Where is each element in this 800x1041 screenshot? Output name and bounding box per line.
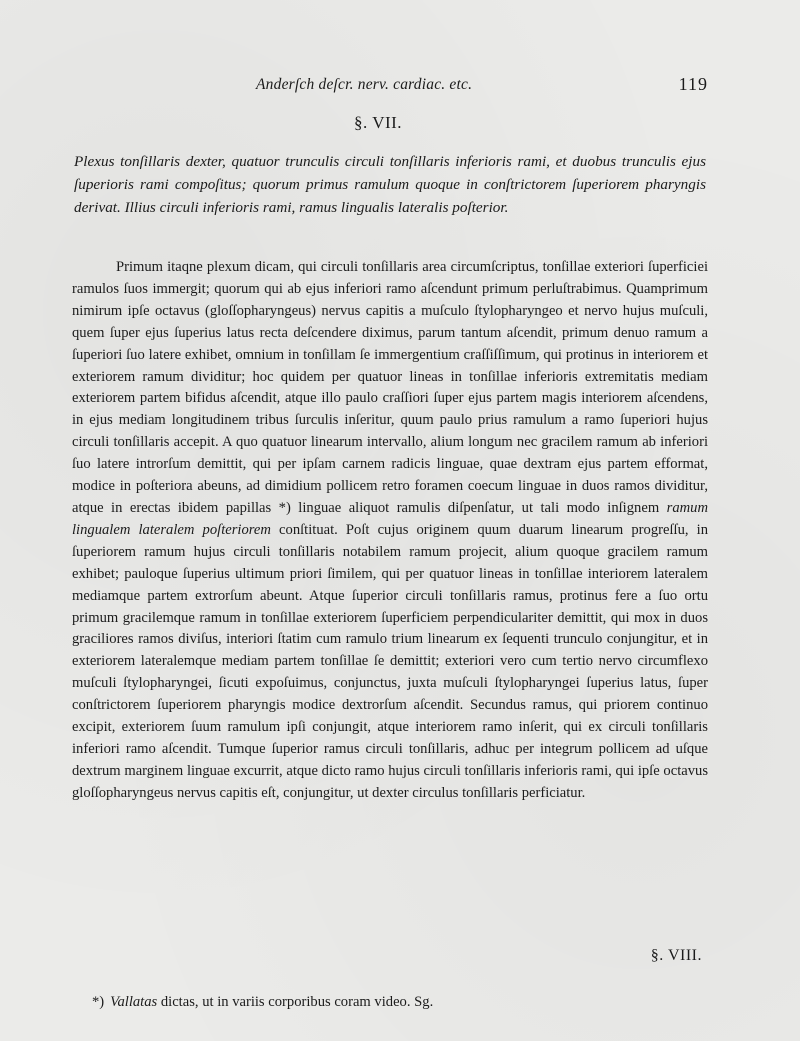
page-number: 119 xyxy=(678,74,708,94)
emphasis-term: ramum lingualem lateralem poſteriorem xyxy=(72,499,708,538)
body-paragraph xyxy=(72,257,708,805)
body-text-part-1: Primum itaqne plexum dicam, qui circuli tonſillaris area circumſcriptus, tonſillae exteriori ſuperficiei ramulos ſuos immergit; quorum qui ab ejus inferiori ramo aſcendunt primum perluſtrabimus. Quamprimum nimirum ipſe octavus (gloſſopharyngeus) nervus capitis a muſculo ſtylopharyngeo et nervo hujus muſculi, quem ſuper ejus ſuperius latus recta deſcendere diximus, parum tantum aſcendit, primum denuo ramum a ſuperiori ſuo latere exhibet, omnium in tonſillam ſe immergentium craſſiſſimum, qui protinus in interiorem et exteriorem ramum dividitur; hoc quidem per quatuor lineas in tonſillae inferioris extremitatis mediam exteriorem partem bifidus aſcendit, atque illo paulo craſſiori ſuper ejus partem magis interiorem aſcendens, in ejus mediam longitudinem tribus ſurculis inſeritur, quum paulo prius ramulum a ramo ſuperiori hujus circuli tonſillaris accepit. A quo quatuor linearum intervallo, alium longum nec gracilem ramum ab inferiori ſuo latere introrſum demittit, qui per ipſam carnem radicis linguae, quae dextram ejus partem efformat, modice in poſteriora abeuns, ad dimidium pollicem retro foramen coecum linguae in duos ramos dividitur, atque in erectas ibidem papillas *) linguae aliquot ramulis diſpenſatur, ut tali modo inſignem xyxy=(72,259,708,516)
running-head: Anderſch deſcr. nerv. cardiac. etc. xyxy=(256,76,473,93)
section-title: §. VII. xyxy=(354,113,403,132)
next-section-title: §. VIII. xyxy=(650,947,702,964)
section-summary: Plexus tonſillaris dexter, quatuor trunculis circuli tonſillaris inferioris rami, et duobus trunculis ejus ſuperioris rami compoſitus; quorum primus ramulum quoque in conſtrictorem ſuperiorem pharyngis derivat. Illius circuli inferioris rami, ramus lingualis lateralis poſterior. xyxy=(74,153,706,216)
footnote xyxy=(92,994,433,1011)
footnote-mark: *) xyxy=(92,994,105,1010)
footnote-italic-term: Vallatas xyxy=(110,994,158,1010)
footnote-text: dictas, ut in variis corporibus coram video. Sg. xyxy=(157,994,434,1010)
body-text-part-2: conſtituat. Poſt cujus originem quum duarum linearum progreſſu, in ſuperiorem ramum hujus circuli tonſillaris notabilem ramum projecit, alium quoque gracilem ramum exhibet; pauloque ſuperius ultimum priori ſimilem, qui per quatuor lineas in tonſillae interiorem lateralem mediamque partem extrorſum abeunt. Atque ſuperior circuli tonſillaris ramus, protinus fere a ſuo ortu primum gracilemque ramum in tonſillae exteriorem ſuperficiem perpendiculariter demittit, qui mox in duos graciliores ramos diviſus, interiori ſtatim cum ramulo trium linearum ex ſequenti trunculo conjungitur, et in exteriorem lateralemque mediam partem tonſillae ſe demittit; exteriori vero cum tertio nervo circumflexo muſculi ſtylopharyngei, ſicuti expoſuimus, conjunctus, juxta muſculi ſtylopharyngei ſuperius latus, ſuper conſtrictorem ſuperiorem pharyngis modice dextrorſum aſcendit. Secundus ramus, qui priorem continuo excipit, exteriorem ſuum ramulum ipſi conjungit, atque interiorem ramo inſerit, qui ex circuli tonſillaris inferiori ramo aſcendit. Tumque ſuperior ramus circuli tonſillaris, adhuc per integrum pollicem ad uſque dextrum marginem linguae excurrit, atque dicto ramo hujus circuli tonſillaris inferioris rami, qui ipſe octavus gloſſopharyngeus nervus capitis eſt, conjungitur, ut dexter circulus tonſillaris perficiatur. xyxy=(72,521,708,801)
